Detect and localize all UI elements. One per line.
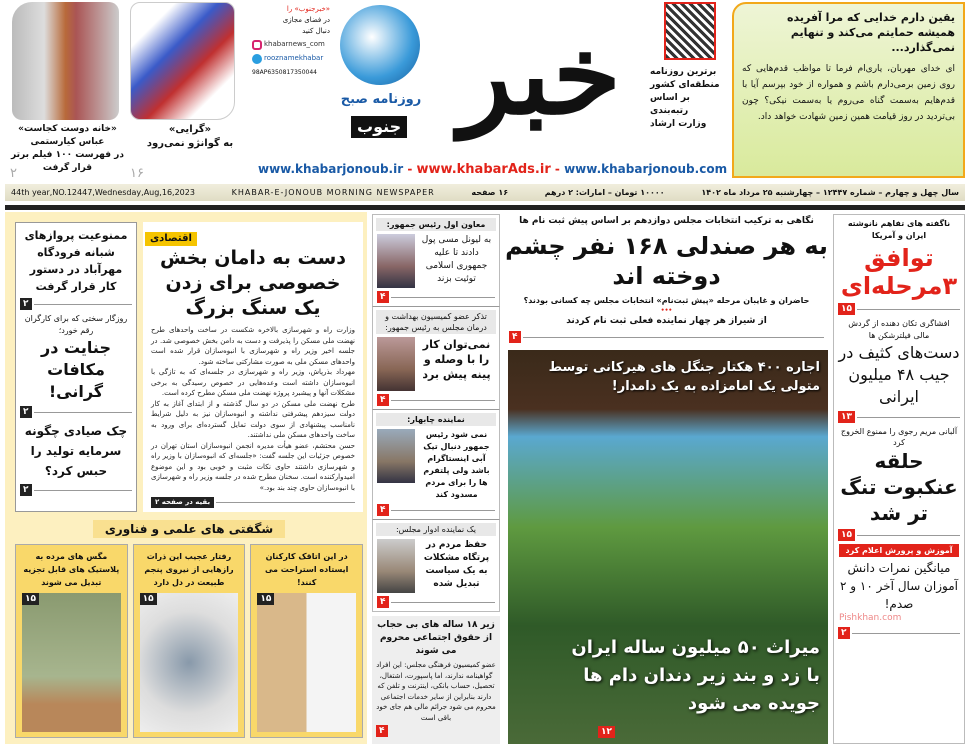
page-number: ۱۵ [257, 593, 274, 605]
article-headline[interactable]: جنایت در مکافات گرانی! [40, 338, 111, 401]
page-row [377, 291, 495, 303]
page-number: ۴ [377, 596, 389, 608]
item-headline: رفتار عجیب این ذرات رازهایی از نیروی پنجم طبیعت در دل دارد [144, 552, 234, 587]
photo-headline[interactable]: اجاره ۴۰۰ هکتار جنگل های هیرکانی توسط متولی یک امامزاده به یک دامدار! [548, 360, 820, 394]
paragraph: مهرداد بذرپاش، وزیر راه و شهرسازی در جلسه‌ای که به تازگی با انبوه‌سازان داشته است وعده‌هایی در خصوص رسیدگی به برخی مشکلات آنها و پیشبرد پروژه نهضت ملی مسکن مطرح کرده است. [151, 368, 355, 397]
website-links [258, 160, 728, 179]
caption-line: «گرایی» [168, 124, 212, 135]
divider [391, 297, 496, 298]
person-photo [377, 539, 415, 593]
page-number: ۲ [20, 298, 32, 310]
logo-main: خبر [459, 10, 621, 139]
paragraph: حسن محتشم، عضو هیأت مدیره انجمن انبوه‌سازان استان تهران در خصوص جزئیات این جلسه گفت: «جلسه‌ای که انبوه‌سازان با وزیر راه و شهرسازی داشتند حاوی نکات مثبت و خوبی بود و این موضوع امیدوارکننده است. سخنان مطرح شده در جلسه وزیر راه و شهرسازی با انبوه‌سازان حاوی چند بند بود.» [151, 441, 355, 492]
caption-line: «خانه دوست کجاست» عباس کیارستمی [18, 124, 117, 147]
website-link[interactable]: www.khabarjonoub.ir [258, 162, 404, 176]
caption-line: به گوانژو نمی‌رود [146, 138, 234, 149]
instagram-handle: khabarnews_com [264, 40, 325, 48]
yellow-panel [5, 212, 367, 744]
item-headline: به لیونل مسی پول دادند تا علیه جمهوری اسلامی توئیت بزند [421, 235, 492, 284]
page-number: ۲ [10, 166, 17, 181]
article-kicker: آلبانی مریم رجوی را ممنوع الخروج کرد [840, 427, 958, 447]
ranking-line: وزارت ارشاد [650, 119, 707, 129]
telegram-icon [252, 54, 262, 64]
divider [857, 417, 960, 418]
page-number: ۱۵ [140, 593, 157, 605]
page-row [377, 394, 495, 406]
divider [34, 412, 133, 413]
item-headline: زیر ۱۸ ساله های بی حجاب از حقوق اجتماعی محروم می شوند [377, 620, 495, 656]
item-headline: نمی‌توان کار را با وصله و پینه پیش برد [422, 338, 491, 381]
page-number: ۱۲ [598, 726, 615, 738]
page-row [151, 497, 355, 508]
social-line: در فضای مجازی [282, 16, 330, 24]
wrestler-photo[interactable] [130, 2, 235, 120]
main-story [505, 212, 828, 744]
qr-code[interactable] [664, 2, 716, 60]
article-headline[interactable]: ممنوعیت پروازهای شبانه فرودگاه مهرآباد در دستور کار قرار گرفت [24, 229, 128, 293]
economy-article [143, 222, 363, 512]
main-subtitle: حاضران و غایبان مرحله «پیش ثبت‌نام» انتخابات مجلس چه کسانی بودند؟ [523, 296, 810, 305]
quote-box [732, 2, 965, 178]
continued-link[interactable]: بقیه در صفحه ۲ [151, 497, 214, 508]
left-column [15, 222, 137, 512]
page-row [838, 529, 960, 541]
caption-line: در فهرست ۱۰۰ فیلم برتر قرار گرفت [11, 150, 124, 173]
page-row [20, 298, 132, 310]
boy-caption[interactable] [5, 123, 130, 175]
sleep-pod-photo [257, 593, 356, 732]
telegram-handle: rooznamekhabar [264, 54, 324, 62]
item-headline: مگس های مرده به پلاستیک های قابل تجزیه تبدیل می شوند [23, 552, 120, 587]
main-kicker: نگاهی به ترکیب انتخابات مجلس دوازدهم بر اساس پیش ثبت نام ها [519, 216, 814, 226]
page-number: ۱۵ [838, 303, 855, 315]
ads-link[interactable]: www.khabarAds.ir [416, 162, 551, 177]
science-header-row [15, 518, 363, 538]
article-label: آموزش و پرورش اعلام کرد [839, 544, 959, 557]
price: ۱۰۰۰۰ تومان – امارات: ۲ درهم [544, 188, 665, 197]
page-number: ۴ [377, 504, 389, 516]
news-item[interactable] [372, 307, 500, 410]
logo-sub: جنوب [351, 116, 407, 138]
person-photo [377, 234, 415, 288]
page-number: ۱۵ [22, 593, 39, 605]
logo-tagline: روزنامه صبح [340, 92, 422, 107]
article-kicker: ناگفته های تفاهم نانوشته ایران و آمریکا [847, 219, 951, 240]
ranking-line: برترین روزنامه [650, 67, 717, 77]
news-item[interactable] [372, 214, 500, 307]
instagram-icon [252, 40, 262, 50]
main-headline[interactable]: به هر صندلی ۱۶۸ نفر چشم دوخته اند [505, 232, 828, 290]
page-number: ۲ [20, 484, 32, 496]
news-item[interactable] [372, 410, 500, 520]
divider [34, 490, 133, 491]
item-kicker: تذکر عضو کمیسیون بهداشت و درمان مجلس به رئیس جمهور: [376, 310, 496, 334]
hijab-story[interactable] [372, 616, 500, 744]
news-item[interactable] [372, 520, 500, 612]
section-label: اقتصادی [145, 232, 197, 246]
page-number: ۴ [377, 291, 389, 303]
particle-photo [140, 593, 239, 732]
info-bar [5, 184, 965, 201]
item-kicker: معاون اول رئیس جمهور: [376, 218, 496, 231]
item-kicker: نماینده چابهار: [376, 413, 496, 426]
ranking-line: منطقه‌ای کشور [650, 80, 720, 90]
english-name: KHABAR-E-JONOUB MORNING NEWSPAPER [231, 188, 435, 197]
science-header: شگفتی های علمی و فناوری [93, 520, 285, 538]
page-number: ۱۵ [838, 529, 855, 541]
article-body [143, 321, 363, 497]
quote-title: یقین دارم خدایی که مرا آفریده [787, 11, 955, 24]
english-date: 44th year,NO.12447,Wednesday,Aug,16,2023 [11, 188, 195, 197]
main-subtitle: از شیراز هر چهار نماینده فعلی ثبت نام کردند [566, 316, 767, 326]
page-row [20, 406, 132, 418]
divider [523, 337, 825, 338]
page-number: ۱۳ [838, 411, 855, 423]
divider [391, 510, 496, 511]
quote-title: همیشه حمایتم می‌کند و تنهایم نمی‌گذارد... [790, 26, 955, 54]
article-headline[interactable]: حلقه عنکبوت تنگ تر شد [840, 449, 958, 525]
photo-headline[interactable]: میراث ۵۰ میلیون ساله ایران با زد و بند زیر دندان دام ها جویده می شود [571, 637, 820, 714]
telegram-link[interactable] [252, 53, 330, 64]
item-headline: نمی شود رئیس جمهور دنبال تیک آبی اینستاگرام باشد ولی پلتفرم ها را برای مردم مسدود کند [423, 430, 490, 499]
page-row [838, 627, 960, 639]
forest-photo[interactable] [508, 350, 828, 744]
divider [216, 502, 355, 503]
page-number: ۱۶ [130, 166, 144, 181]
divider [857, 535, 960, 536]
divider [391, 400, 496, 401]
item-headline: در این اتاقک کارکنان ایستاده استراحت می کنند! [264, 552, 349, 587]
page-count: ۱۶ صفحه [471, 188, 509, 197]
item-kicker: یک نماینده ادوار مجلس: [376, 523, 496, 536]
ranking-note [650, 66, 728, 131]
ranking-line: بر اساس [650, 93, 690, 103]
page-row [20, 484, 132, 496]
fly-photo [22, 593, 121, 732]
paragraph: طرح نهضت ملی مسکن در دو سال گذشته و از ابتدای آغاز به کار دولت سیزدهم پیشرفتی نداشته و انبوه‌سازان نیز به دلیل شرایط نامناسب پیشنهادی از سوی دولت تمایل گسترده‌ای برای ورود به ساخت واحدهای مسکن ملی نداشتند. [151, 399, 355, 439]
top-rule [5, 205, 965, 210]
item-body: عضو کمیسیون فرهنگی مجلس: این افراد گواهینامه ندارند، اما پاسپورت، اشتغال، تحصیل، حساب بانکی، اینترنت و تلفن که دارند بنابراین از سایر خدمات اجتماعی محروم می شود جرائم مالی هم جای خود باقی است [376, 661, 496, 722]
divider [391, 602, 496, 603]
right-column [833, 214, 965, 744]
watermark: Pishkhan.com [839, 613, 902, 623]
page-number: ۲ [20, 406, 32, 418]
article-headline[interactable]: چک صیادی چگونه سرمایه تولید را حبس کرد؟ [24, 424, 128, 478]
website-link[interactable]: www.khabarjonoub.com [564, 162, 728, 176]
quote-body: ای خدای مهربان، یاری‌ام فرما تا مواظب قدم‌هایی که روی زمین برمی‌دارم باشم و همواره از خود بپرسم آیا با قدم‌هایم به‌سمت گناه می‌روم یا به‌سمت نیکی؟ چون بی‌تردید در روز قیامت همین زمین شهادت خواهد داد. [742, 64, 955, 122]
article-headline[interactable]: میانگین نمرات دانش آموزان سال آخر ۱۰ و ۲ صدم! [840, 561, 958, 611]
page-number: ۴ [376, 725, 388, 737]
article-headline[interactable]: توافق ۳مرحله‌ای [840, 244, 958, 300]
science-item[interactable] [250, 544, 363, 738]
page-row [376, 725, 496, 737]
article-headline[interactable]: دست به دامان بخش خصوصی برای زدن یک سنگ بزرگ [159, 247, 347, 319]
science-item[interactable] [133, 544, 246, 738]
item-headline: حفظ مردم در پرتگاه مشکلات به یک سیاست تبدیل شده [423, 540, 490, 589]
page-number: ۴ [509, 331, 521, 343]
globe-icon [340, 5, 420, 85]
page-row [377, 504, 495, 516]
person-photo [377, 337, 415, 391]
divider [34, 304, 133, 305]
page-row [509, 331, 824, 343]
article-kicker: روزگار سختی که برای کارگران رقم خورد؛ [24, 314, 128, 335]
wrestler-caption[interactable] [135, 123, 245, 151]
person-photo [377, 429, 415, 483]
masthead-logo[interactable] [335, 0, 645, 158]
science-row [15, 544, 363, 738]
label-row [143, 226, 363, 246]
science-item[interactable] [15, 544, 128, 738]
instagram-link[interactable] [252, 39, 330, 50]
people-column [372, 214, 500, 744]
ranking-line: رتبه‌بندی [650, 106, 689, 116]
article-kicker: افشاگری تکان دهنده از گردش مالی فیلترشکن ها [848, 319, 950, 340]
social-line: «خبرجنوب» را [286, 5, 330, 13]
boy-photo[interactable] [12, 2, 119, 120]
page-number: ۲ [838, 627, 850, 639]
article-headline[interactable]: دست‌های کثیف در جیب ۴۸ میلیون ایرانی [838, 343, 960, 406]
dots: ••• [660, 307, 673, 314]
sms-number: 98AP6350817350044 [252, 69, 317, 76]
separator: - [554, 162, 560, 176]
separator: - [407, 162, 413, 176]
divider [852, 633, 961, 634]
social-box [252, 4, 330, 78]
top-row [15, 222, 363, 512]
page-row [377, 596, 495, 608]
paragraph: وزارت راه و شهرسازی بالاخره شکست در ساخت واحدهای طرح نهضت ملی مسکن را پذیرفت و دست به دامن بخش خصوصی شد. در جلسه اخیر وزیر راه و شهرسازی با انبوه‌سازان قرار شده است واحدهای مسکن ملی به صورت مشارکتی ساخته شود. [151, 326, 355, 366]
page-number: ۴ [377, 394, 389, 406]
divider [857, 309, 960, 310]
persian-date: سال چهل و چهارم – شماره ۱۲۴۴۷ – چهارشنبه ۲۵ مرداد ماه ۱۴۰۲ [701, 188, 959, 197]
page-row [838, 303, 960, 315]
page-row [838, 411, 960, 423]
social-line: دنبال کنید [302, 27, 330, 35]
